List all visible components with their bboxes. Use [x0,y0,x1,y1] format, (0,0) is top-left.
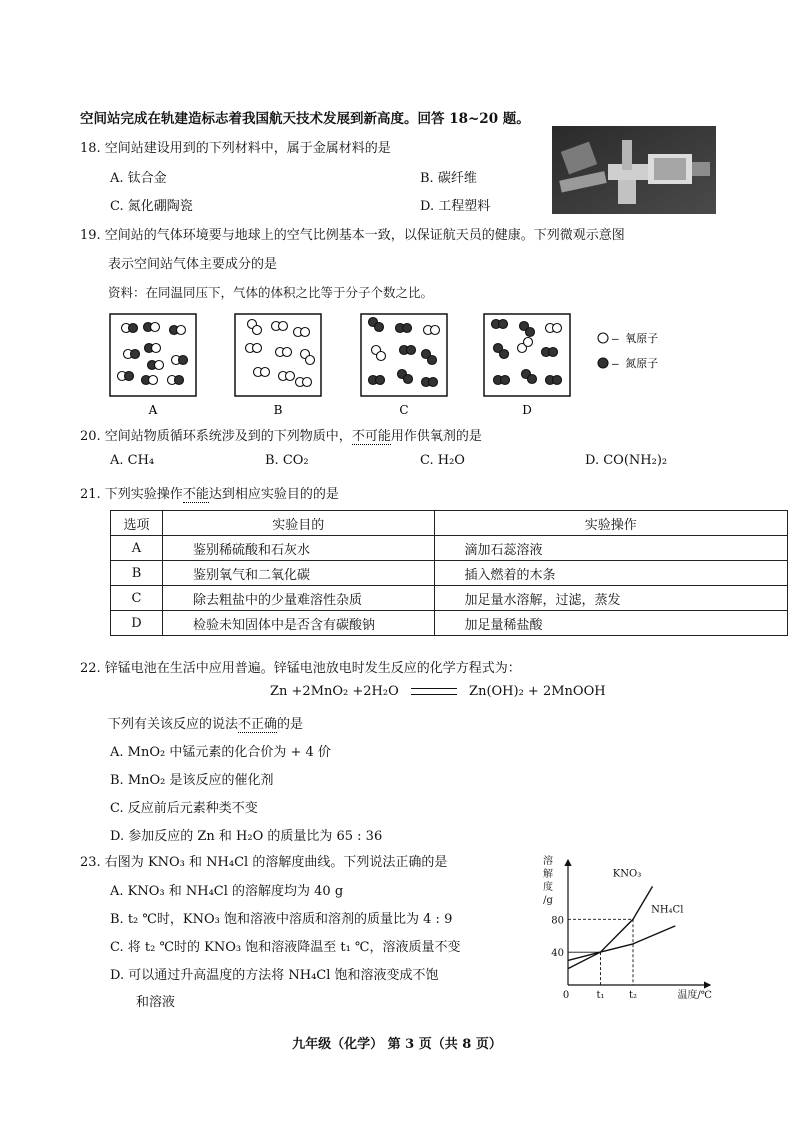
q18-option-d: D. 工程塑料 [420,199,491,214]
table-header: 实验操作 [434,511,787,536]
diagram-b-molecules [246,320,315,387]
molecule-diagrams [100,308,700,420]
table-cell: C [111,586,163,611]
q22-emphasis: 不正确 [238,717,278,732]
question-23-stem: 23. 右图为 KNO₃ 和 NH₄Cl 的溶解度曲线。下列说法正确的是 [80,855,448,870]
x-tick-t2: t₂ [628,990,638,1001]
q23-option-c: C. 将 t₂ ℃时的 KNO₃ 饱和溶液降温至 t₁ ℃，溶液质量不变 [110,940,461,955]
equation-left: Zn +2MnO₂ +2H₂O [270,684,399,699]
question-19-stem-line1: 19. 空间站的气体环境要与地球上的空气比例基本一致，以保证航天员的健康。下列微观示意图 [80,228,625,243]
solubility-chart [540,850,720,1005]
equation-equals-sign [411,688,457,695]
y-tick-40: 40 [551,948,564,960]
question-19-stem-line2: 表示空间站气体主要成分的是 [108,257,278,272]
diagram-label-d: D [522,403,532,417]
experiment-table [110,510,788,636]
y-axis-label-char: /g [543,895,553,906]
table-cell: B [111,561,163,586]
y-axis-label-char: 解 [543,869,553,880]
table-cell: 鉴别稀硫酸和石灰水 [162,536,434,561]
question-20-stem: 20. 空间站物质循环系统涉及到的下列物质中，不可能用作供氧剂的是 [80,429,482,444]
table-row [111,611,788,636]
section-intro: 空间站完成在轨建造标志着我国航天技术发展到新高度。回答 18~20 题。 [80,111,530,127]
legend-oxygen-icon [598,333,608,343]
diagram-c-molecules [369,318,440,387]
series-label-kno3: KNO₃ [612,868,642,880]
table-cell: 加足量稀盐酸 [434,611,787,636]
q21-emphasis: 不能 [182,487,209,502]
question-22-stem: 22. 锌锰电池在生活中应用普遍。锌锰电池放电时发生反应的化学方程式为： [80,661,521,676]
q23-option-a: A. KNO₃ 和 NH₄Cl 的溶解度均为 40 g [110,884,344,899]
table-cell: 除去粗盐中的少量难溶性杂质 [162,586,434,611]
y-axis-label-char: 溶 [543,856,553,867]
table-row [111,561,788,586]
q20-option-c: C. H₂O [420,453,465,468]
q18-option-a: A. 钛合金 [110,171,167,186]
table-cell: 鉴别氧气和二氧化碳 [162,561,434,586]
x-axis-label: 温度/℃ [677,990,712,1001]
equation-right: Zn(OH)₂ + 2MnOOH [469,684,606,699]
table-header-row [111,511,788,536]
q22-option-d: D. 参加反应的 Zn 和 H₂O 的质量比为 65 : 36 [110,829,383,844]
table-cell: 加足量水溶解，过滤，蒸发 [434,586,787,611]
q20-option-b: B. CO₂ [265,453,309,468]
q23-option-d-continued: 和溶液 [136,995,176,1010]
question-22-sub: 下列有关该反应的说法不正确的是 [108,717,304,732]
diagram-label-b: B [273,403,283,417]
x-tick-t1: t₁ [596,990,605,1001]
q20-option-d: D. CO(NH₂)₂ [585,453,668,468]
reaction-equation [270,684,606,699]
table-cell: 滴加石蕊溶液 [434,536,787,561]
q22-option-c: C. 反应前后元素种类不变 [110,801,258,816]
table-cell: D [111,611,163,636]
question-18-stem: 18. 空间站建设用到的下列材料中，属于金属材料的是 [80,141,391,156]
q20-emphasis: 不可能 [351,429,391,444]
q18-option-b: B. 碳纤维 [420,171,477,186]
diagram-a-molecules [118,323,188,385]
q22-option-b: B. MnO₂ 是该反应的催化剂 [110,773,274,788]
diagram-d-molecules [492,320,562,385]
series-line-kno3 [568,886,653,968]
page-footer: 九年级（化学） 第 3 页（共 8 页） [292,1037,502,1052]
q22-option-a: A. MnO₂ 中锰元素的化合价为 + 4 价 [110,745,331,760]
table-header: 选项 [111,511,163,536]
space-station-photo [552,126,716,214]
y-axis-label-char: 度 [543,882,553,893]
question-21-stem: 21. 下列实验操作不能达到相应实验目的的是 [80,487,339,502]
table-row [111,536,788,561]
q23-option-b: B. t₂ ℃时，KNO₃ 饱和溶液中溶质和溶剂的质量比为 4 : 9 [110,912,453,927]
legend-nitrogen-label: — 氮原子 [612,357,659,370]
table-cell: 插入燃着的木条 [434,561,787,586]
legend-nitrogen-icon [598,358,608,368]
table-cell: A [111,536,163,561]
table-cell: 检验未知固体中是否含有碳酸钠 [162,611,434,636]
legend-oxygen-label: — 氧原子 [612,332,659,345]
origin-label: 0 [562,990,570,1001]
y-tick-80: 80 [551,915,564,927]
table-header: 实验目的 [162,511,434,536]
q20-option-a: A. CH₄ [110,453,155,468]
question-19-note: 资料：在同温同压下，气体的体积之比等于分子个数之比。 [108,285,434,300]
series-label-nh4cl: NH₄Cl [651,904,684,916]
diagram-label-c: C [399,403,409,417]
q18-option-c: C. 氮化硼陶瓷 [110,199,193,214]
table-row [111,586,788,611]
diagram-label-a: A [148,403,158,417]
q23-option-d: D. 可以通过升高温度的方法将 NH₄Cl 饱和溶液变成不饱 [110,968,439,983]
